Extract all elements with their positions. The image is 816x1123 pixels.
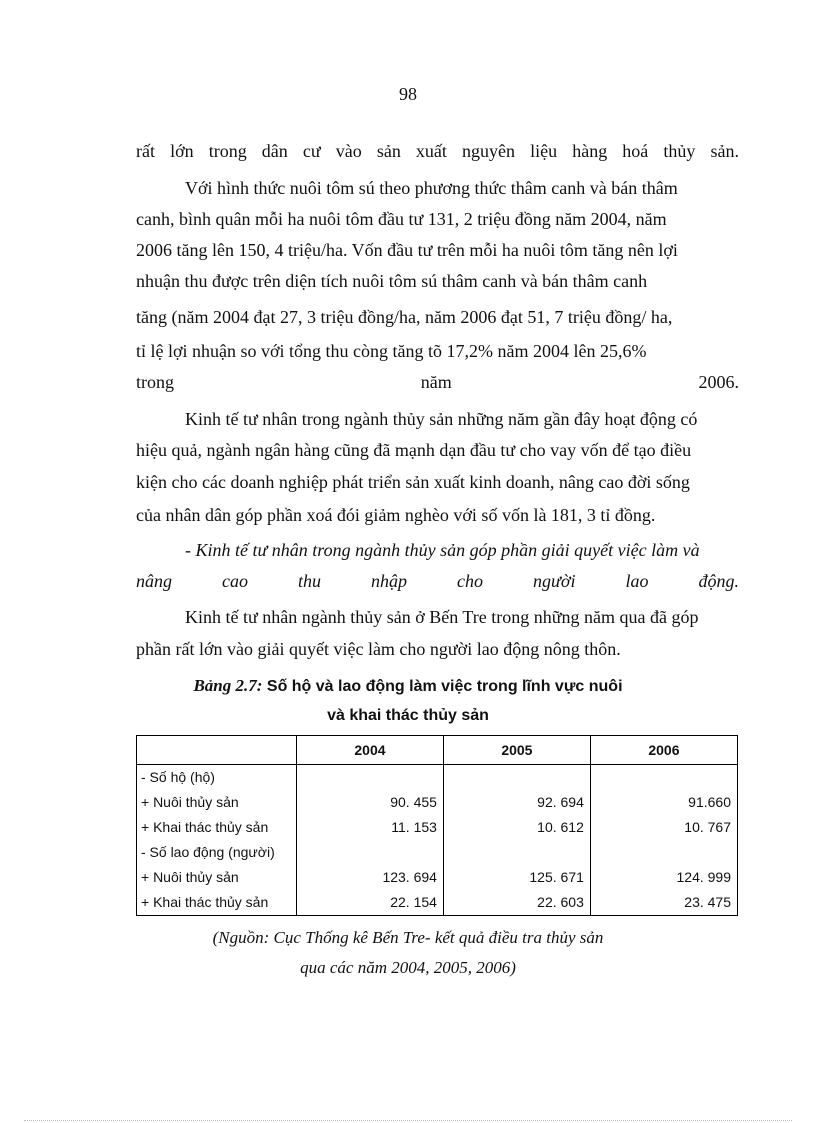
data-table [136,735,738,916]
word: 2006. [698,372,739,392]
row-label: + Khai thác thủy sản [141,894,269,910]
source-note-line1: (Nguồn: Cục Thống kê Bến Tre- kết quả điều tra thủy sản [212,928,604,947]
page-footer-rule [24,1120,792,1121]
table-value-cell [443,765,590,916]
paragraph-line: nhuận thu được trên diện tích nuôi tôm sú thâm canh và bán thâm canh [136,271,648,291]
paragraph-line [136,370,739,394]
paragraph-line [136,569,739,593]
paragraph-line: kiện cho các doanh nghiệp phát triển sản xuất kinh doanh, nâng cao đời sống [136,472,690,492]
row-label: + Khai thác thủy sản [141,819,269,835]
paragraph-line: Với hình thức nuôi tôm sú theo phương thức thâm canh và bán thâm [185,178,678,198]
source-note-line2: qua các năm 2004, 2005, 2006) [300,958,516,977]
cell-value [591,765,737,790]
cell-value: 124. 999 [676,869,731,885]
table-caption-title: Số hộ và lao động làm việc trong lĩnh vực nuôi [266,678,623,695]
table-caption-line2: và khai thác thủy sản [327,707,489,724]
table-header-cell: 2006 [590,736,737,765]
word: cư [302,141,321,161]
paragraph-line: Kinh tế tư nhân ngành thủy sản ở Bến Tre trong những năm qua đã góp [185,607,699,627]
table-row [137,765,738,916]
row-label: - Số lao động (người) [141,844,275,860]
cell-value [444,840,590,865]
cell-value [444,765,590,790]
word: người [533,571,576,591]
cell-value: 10. 612 [537,819,584,835]
word: nhập [371,571,408,591]
table-caption [0,675,816,698]
row-label: + Nuôi thủy sản [141,869,239,885]
cell-value: 125. 671 [529,869,584,885]
word: hàng [572,141,608,161]
cell-value: 123. 694 [382,869,437,885]
word: hoá [622,141,649,161]
cell-value: 11. 153 [391,819,437,835]
word: cho [457,571,484,591]
paragraph-line: của nhân dân góp phần xoá đói giảm nghèo với số vốn là 181, 3 tỉ đồng. [136,505,656,525]
word: nguyên [462,141,516,161]
table-header-cell: 2005 [443,736,590,765]
cell-value [297,840,443,865]
table-header-row [137,736,738,765]
row-label: - Số hộ (hộ) [141,769,215,785]
table-caption-lead: Bảng 2.7: [193,676,263,695]
paragraph-line: Kinh tế tư nhân trong ngành thủy sản những năm gần đây hoạt động có [185,409,698,429]
word: xuất [415,141,447,161]
word: thủy [663,141,696,161]
cell-value [297,765,443,790]
word: lớn [170,141,194,161]
page-number: 98 [399,84,417,104]
paragraph-line: phần rất lớn vào giải quyết việc làm cho người lao động nông thôn. [136,639,621,659]
table-value-cell [296,765,443,916]
word: nâng [136,571,172,591]
word: thu [298,571,322,591]
cell-value [591,840,737,865]
word: liệu [530,141,558,161]
paragraph-line: 2006 tăng lên 150, 4 triệu/ha. Vốn đầu tư trên mỗi ha nuôi tôm tăng nên lợi [136,240,678,260]
word: cao [222,571,248,591]
word: sản [376,141,401,161]
paragraph-line: canh, bình quân mỗi ha nuôi tôm đầu tư 131, 2 triệu đồng năm 2004, năm [136,209,667,229]
table-value-cell [590,765,737,916]
paragraph-line: hiệu quả, ngành ngân hàng cũng đã mạnh dạn đầu tư cho vay vốn để tạo điều [136,440,692,460]
cell-value: 92. 694 [537,794,584,810]
table-label-cell [137,765,297,916]
table-header-cell [137,736,297,765]
paragraph-line: - Kinh tế tư nhân trong ngành thủy sản góp phần giải quyết việc làm và [185,540,700,560]
cell-value: 91.660 [688,794,731,810]
paragraph-line: tỉ lệ lợi nhuận so với tổng thu còng tăng tõ 17,2% năm 2004 lên 25,6% [136,341,647,361]
paragraph-line [136,139,739,163]
cell-value: 23. 475 [684,894,731,910]
paragraph-line: tăng (năm 2004 đạt 27, 3 triệu đồng/ha, năm 2006 đạt 51, 7 triệu đồng/ ha, [136,307,673,327]
word: sản. [710,141,739,161]
word: động. [698,571,739,591]
word: rất [136,141,155,161]
table-header-cell: 2004 [296,736,443,765]
cell-value: 22. 603 [537,894,584,910]
word: dân [261,141,288,161]
row-label: + Nuôi thủy sản [141,794,239,810]
cell-value: 22. 154 [390,894,437,910]
word: trong [136,372,174,392]
word: trong [208,141,247,161]
word: vào [335,141,362,161]
cell-value: 90. 455 [390,794,437,810]
word: năm [420,372,452,392]
cell-value: 10. 767 [684,819,731,835]
word: lao [625,571,649,591]
